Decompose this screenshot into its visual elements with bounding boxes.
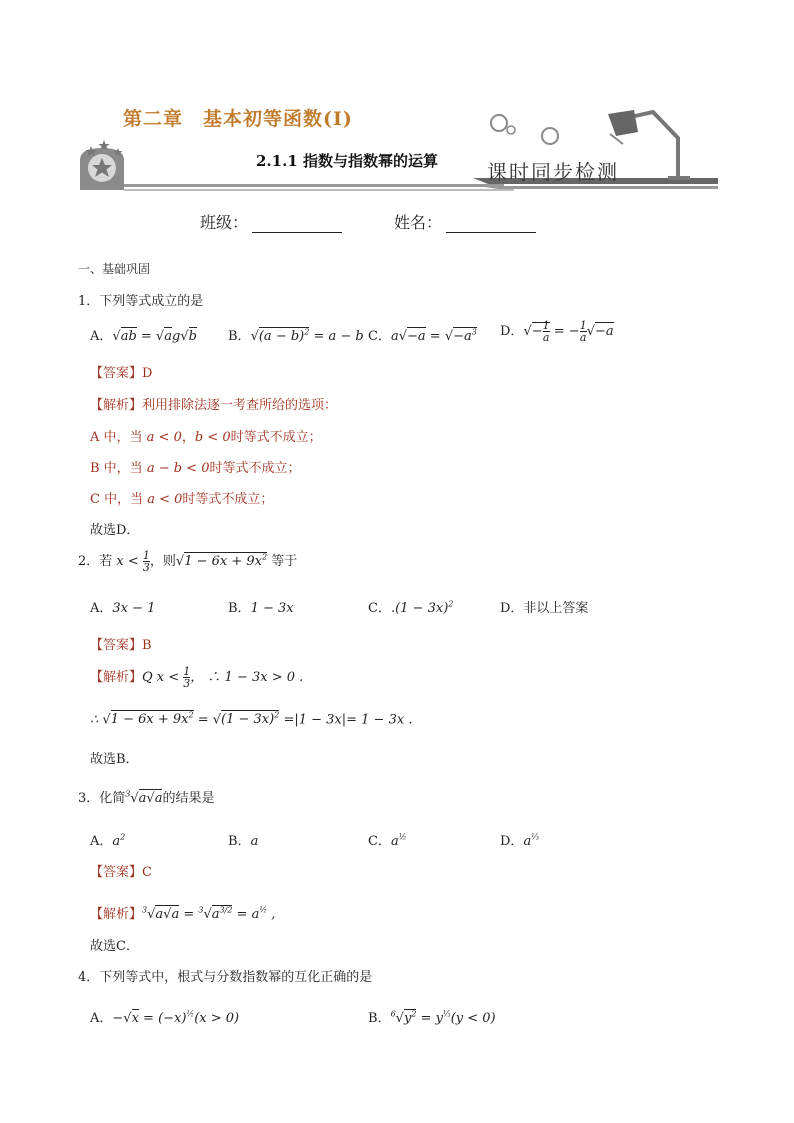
name-label: 姓名： [394, 213, 443, 232]
q2-stem: 2．若 x < $\frac{1}{3}$ ，则$√1 - 6x + 9x^2$ 等于 [78, 549, 298, 574]
chapter-title: 第二章 基本初等函数(Ⅰ) [123, 108, 353, 130]
part-heading: 一、基础巩固 [78, 262, 151, 276]
q1-option-b[interactable]: B．$√(a - b)^2 = a - b$ [228, 327, 364, 344]
q4-a-label: A． [90, 1011, 113, 1026]
q1-c-label: C． [368, 329, 391, 344]
q2-b-label: B． [228, 601, 251, 616]
q3-option-b[interactable]: B．a [228, 834, 259, 849]
q3-answer: 【答案】C [90, 865, 152, 880]
name-field [394, 210, 536, 233]
q1-a-label: A． [90, 329, 113, 344]
section-title: 2.1.1 指数与指数幂的运算 [256, 152, 438, 170]
q3-option-d[interactable]: D．$a^{\frac{1}{3}}$ [500, 832, 539, 849]
q3-exp-label: 【解析】 [90, 907, 143, 922]
q1-answer: 【答案】D [90, 366, 153, 381]
q3-conclusion: 故选C． [90, 939, 139, 954]
q3-b-label: B． [228, 834, 251, 849]
q3-d-label: D． [500, 834, 524, 849]
q3-explanation: 【解析】$^3√a√a = ^3√a^{3/2} = a^{\frac{1}{2}}$ , [90, 905, 276, 922]
q1-option-a[interactable]: A．√ab = √ag√b [90, 329, 197, 344]
q3-stem: 3．化简$^3$√a√a的结果是 [78, 789, 215, 806]
class-blank[interactable] [252, 218, 342, 233]
q2-a-label: A． [90, 601, 113, 616]
q1-exp-text: 利用排除法逐一考查所给的选项： [142, 398, 338, 413]
q2-option-b[interactable]: B．1 − 3x [228, 601, 294, 616]
class-label: 班级： [200, 213, 249, 232]
class-field [200, 210, 342, 233]
q3-a-label: A． [90, 834, 113, 849]
q2-c-label: C． [368, 601, 391, 616]
q1-option-d[interactable]: D．√− $\frac{1}{a}$ = − $\frac{1}{a}$ √−a [500, 319, 614, 344]
q2-exp-label: 【解析】 [90, 670, 143, 685]
q2-answer: 【答案】B [90, 638, 152, 653]
q1-conclusion: 故选D． [90, 523, 140, 538]
q1-d-label: D． [500, 324, 524, 339]
sync-title: 课时同步检测 [487, 160, 619, 184]
q3-option-c[interactable]: C．$a^{\frac{1}{2}}$ [368, 832, 407, 849]
q1-b-label: B． [228, 329, 251, 344]
q3-option-a[interactable]: A．$a^2$ [90, 832, 126, 849]
q2-derivation: ∴ $√1 - 6x + 9x^2 = √(1 - 3x)^2 =|1 - 3x|= 1 - 3x$ . [90, 711, 413, 728]
q4-b-label: B． [368, 1011, 391, 1026]
q1-explanation [90, 394, 337, 413]
q1-stem: 1．下列等式成立的是 [78, 294, 204, 309]
q1-option-c[interactable]: C．$a√-a = √-a^3$ [368, 327, 477, 344]
q2-option-d[interactable]: D．非以上答案 [500, 601, 589, 616]
q4-stem: 4．下列等式中，根式与分数指数幂的互化正确的是 [78, 970, 373, 985]
q2-conclusion: 故选B． [90, 752, 139, 767]
q1-line-c: C 中，当 a < 0时等式不成立； [90, 492, 274, 507]
q3-c-label: C． [368, 834, 391, 849]
q4-option-a[interactable]: A．$-√x = (-x)^{\frac{1}{2}}(x > 0)$ [90, 1009, 240, 1026]
q1-line-a: A 中，当 a < 0，b < 0时等式不成立； [90, 430, 322, 445]
q4-option-b[interactable]: B．$^6√y^2 = y^{\frac{1}{3}}(y < 0)$ [368, 1009, 496, 1026]
name-blank[interactable] [446, 218, 536, 233]
q2-option-c[interactable]: C．$.(1 - 3x)^2$ [368, 599, 454, 616]
q1-line-b: B 中，当 a − b < 0时等式不成立； [90, 461, 301, 476]
q2-explanation: 【解析】Q x < $\frac{1}{3}$ ， ∴ 1 − 3x > 0 . [90, 665, 304, 690]
q2-option-a[interactable]: A．3x − 1 [90, 601, 156, 616]
q1-exp-label: 【解析】 [90, 398, 143, 413]
